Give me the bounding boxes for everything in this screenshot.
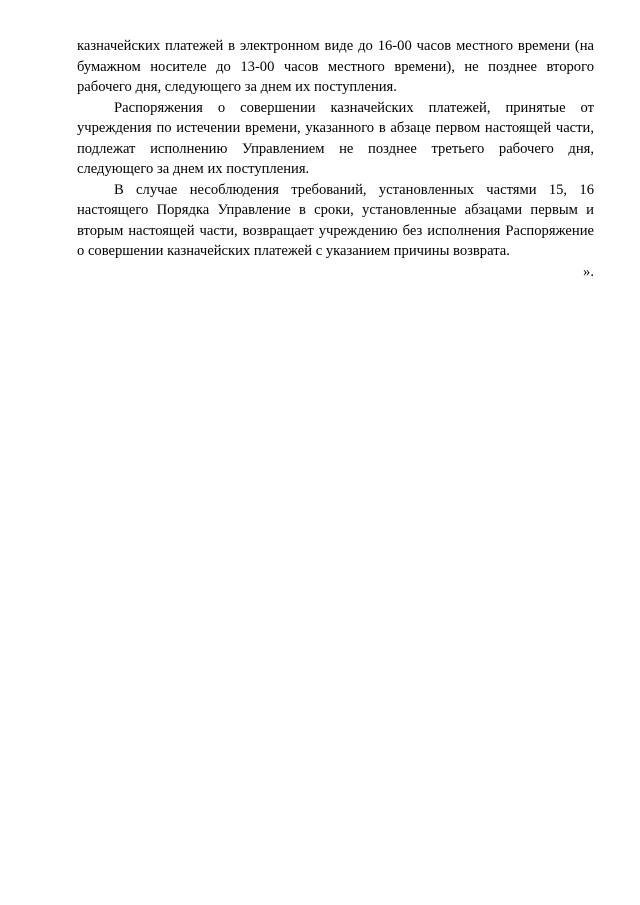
paragraph-late-orders: Распоряжения о совершении казначейских платежей, принятые от учреждения по истечении времени, указанного в абзаце первом настоящей части, подлежат исполнению Управлением не позднее третьего рабочего дня, следующего за днем их поступления. xyxy=(77,99,594,177)
closing-quote-mark: ». xyxy=(583,263,594,280)
paragraph-continuation: казначейских платежей в электронном виде до 16-00 часов местного времени (на бумажном носителе до 13-00 часов местного времени), не позднее второго рабочего дня, следующего за днем их поступления. xyxy=(77,38,594,95)
paragraph-return-conditions: В случае несоблюдения требований, установленных частями 15, 16 настоящего Порядка Управление в сроки, установленные абзацами первым и вторым настоящей части, возвращает учреждению без исполнения Распоряжение о совершении казначейских платежей с указанием причины возврата. xyxy=(77,181,594,259)
document-body xyxy=(77,36,594,282)
